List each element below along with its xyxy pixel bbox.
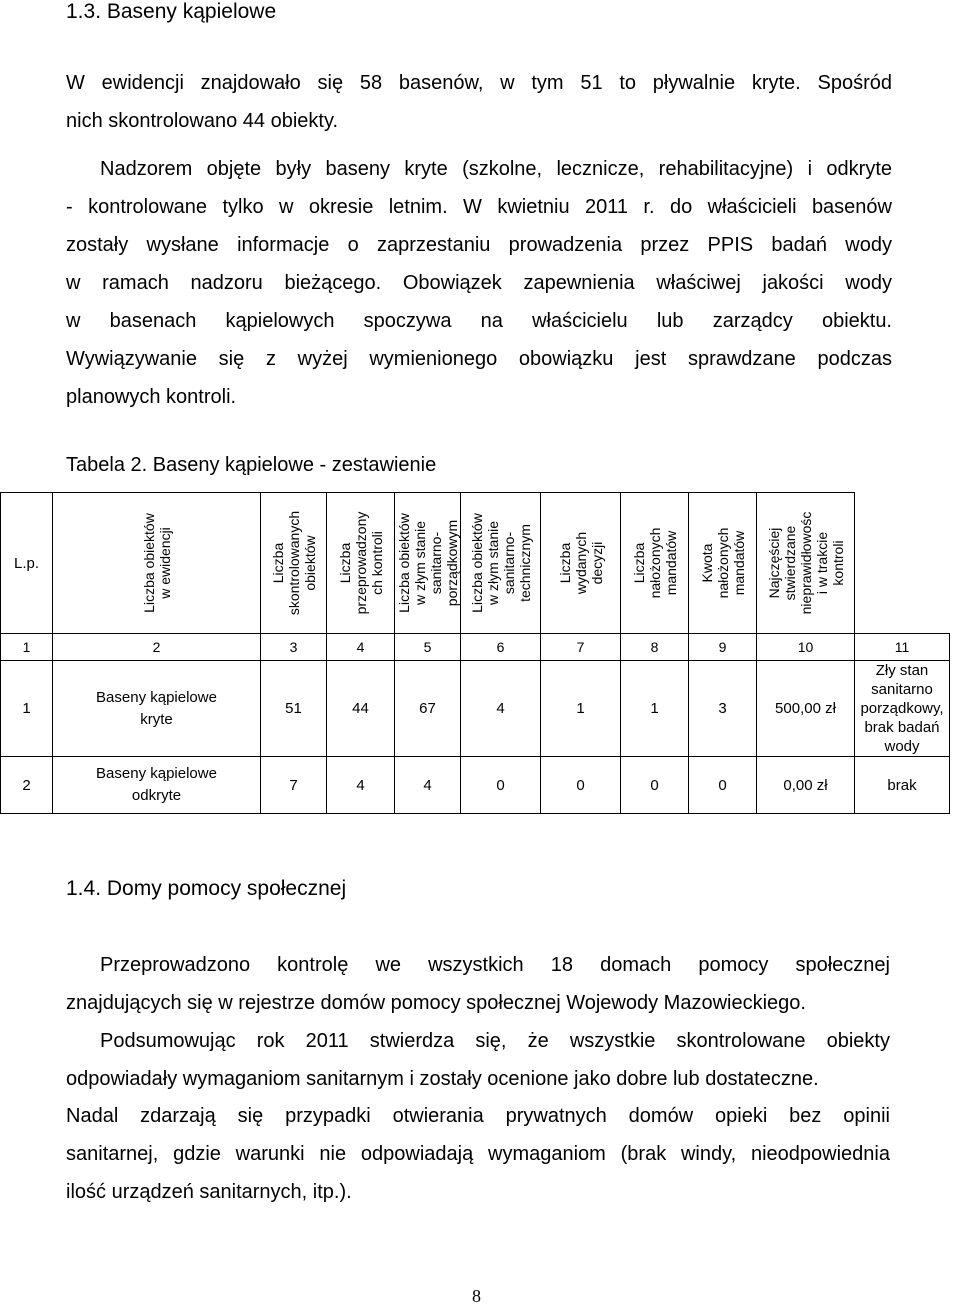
row-value: 44: [327, 661, 395, 757]
paragraph-line: odpowiadały wymaganiom sanitarnym i zostały ocenione jako dobre lub dostateczne.: [66, 1068, 819, 1090]
row-value: 7: [261, 757, 327, 814]
header-cell: [327, 493, 395, 634]
paragraph-line: znajdujących się w rejestrze domów pomocy społecznej Wojewody Mazowieckiego.: [66, 992, 806, 1014]
row-value: 51: [261, 661, 327, 757]
header-text: Liczba skontrolowanych obiektów: [269, 510, 318, 616]
paragraph-line: nich skontrolowano 44 obiekty.: [66, 110, 339, 132]
paragraph-line: Przeprowadzono kontrolę we wszystkich 18 domach pomocy społecznej: [100, 954, 890, 976]
column-number: 10: [757, 634, 855, 661]
header-text: Liczba obiektów w złym stanie sanitarno- porządkowym: [395, 513, 460, 613]
row-value: 0,00 zł: [757, 757, 855, 814]
row-value: 500,00 zł: [757, 661, 855, 757]
table-row: [1, 661, 950, 757]
column-number-row: [1, 634, 950, 661]
paragraph-line: zostały wysłane informacje o zaprzestaniu prowadzenia przez PPIS badań wody: [66, 234, 892, 256]
column-number: 8: [621, 634, 689, 661]
paragraph-line: W ewidencji znajdowało się 58 basenów, w tym 51 to pływalnie kryte. Spośród: [66, 72, 892, 94]
row-name: Baseny kąpielowe odkryte: [53, 757, 261, 814]
row-lp: 2: [1, 757, 53, 814]
header-cell: [689, 493, 757, 634]
header-text: Kwota nałożonych mandatów: [698, 527, 747, 599]
paragraph-line: Podsumowując rok 2011 stwierdza się, że wszystkie skontrolowane obiekty: [100, 1030, 890, 1052]
column-number: 1: [1, 634, 53, 661]
header-text: Liczba wydanych decyzji: [556, 531, 605, 595]
row-value: 4: [461, 661, 541, 757]
row-value: 0: [461, 757, 541, 814]
paragraph-line: Nadal zdarzają się przypadki otwierania prywatnych domów opieki bez opinii: [66, 1105, 890, 1127]
header-cell: [261, 493, 327, 634]
row-value: 1: [621, 661, 689, 757]
header-text: Liczba przeprowadzony ch kontroli: [336, 511, 385, 615]
paragraph-line: Nadzorem objęte były baseny kryte (szkolne, lecznicze, rehabilitacyjne) i odkryte: [100, 158, 892, 180]
section-title-1-3: 1.3. Baseny kąpielowe: [66, 0, 277, 23]
header-row: [1, 493, 950, 634]
row-value: 3: [689, 661, 757, 757]
row-value: 0: [541, 757, 621, 814]
paragraph-line: sanitarnej, gdzie warunki nie odpowiadają wymaganiom (brak windy, nieodpowiednia: [66, 1143, 890, 1165]
table-row: [1, 757, 950, 814]
header-lp: L.p.: [1, 493, 53, 634]
paragraph-line: w basenach kąpielowych spoczywa na właścicielu lub zarządcy obiektu.: [66, 310, 892, 332]
header-text: Liczba nałożonych mandatów: [630, 527, 679, 599]
header-cell: [621, 493, 689, 634]
row-value: 4: [327, 757, 395, 814]
column-number: 5: [395, 634, 461, 661]
column-number: 3: [261, 634, 327, 661]
row-value: 4: [395, 757, 461, 814]
paragraph-line: w ramach nadzoru bieżącego. Obowiązek zapewnienia właściwej jakości wody: [66, 272, 892, 294]
header-cell: [461, 493, 541, 634]
header-text: Liczba obiektów w ewidencji: [140, 513, 173, 613]
row-notes: Zły stan sanitarno porządkowy, brak badań wody: [855, 661, 950, 757]
column-number: 7: [541, 634, 621, 661]
header-cell: [53, 493, 261, 634]
row-value: 67: [395, 661, 461, 757]
page-number: 8: [472, 1286, 481, 1306]
row-name: Baseny kąpielowe kryte: [53, 661, 261, 757]
paragraph-line: planowych kontroli.: [66, 386, 237, 408]
row-value: 1: [541, 661, 621, 757]
baseny-table: [0, 492, 950, 814]
row-value: 0: [621, 757, 689, 814]
table-caption: Tabela 2. Baseny kąpielowe - zestawienie: [66, 454, 437, 476]
column-number: 4: [327, 634, 395, 661]
section-title-1-4: 1.4. Domy pomocy społecznej: [66, 877, 347, 900]
row-lp: 1: [1, 661, 53, 757]
paragraph-line: ilość urządzeń sanitarnych, itp.).: [66, 1181, 352, 1203]
paragraph-line: Wywiązywanie się z wyżej wymienionego obowiązku jest sprawdzane podczas: [66, 348, 892, 370]
header-cell: [541, 493, 621, 634]
column-number: 6: [461, 634, 541, 661]
column-number: 2: [53, 634, 261, 661]
column-number: 11: [855, 634, 950, 661]
row-notes: brak: [855, 757, 950, 814]
row-value: 0: [689, 757, 757, 814]
header-cell: [757, 493, 855, 634]
paragraph-line: - kontrolowane tylko w okresie letnim. W kwietniu 2011 r. do właścicieli basenów: [66, 196, 892, 218]
header-text: Najczęściej stwierdzane nieprawidłowośc i w trakcie kontroli: [765, 511, 846, 615]
header-cell: [395, 493, 461, 634]
column-number: 9: [689, 634, 757, 661]
header-text: Liczba obiektów w złym stanie sanitarno- technicznym: [468, 513, 533, 613]
